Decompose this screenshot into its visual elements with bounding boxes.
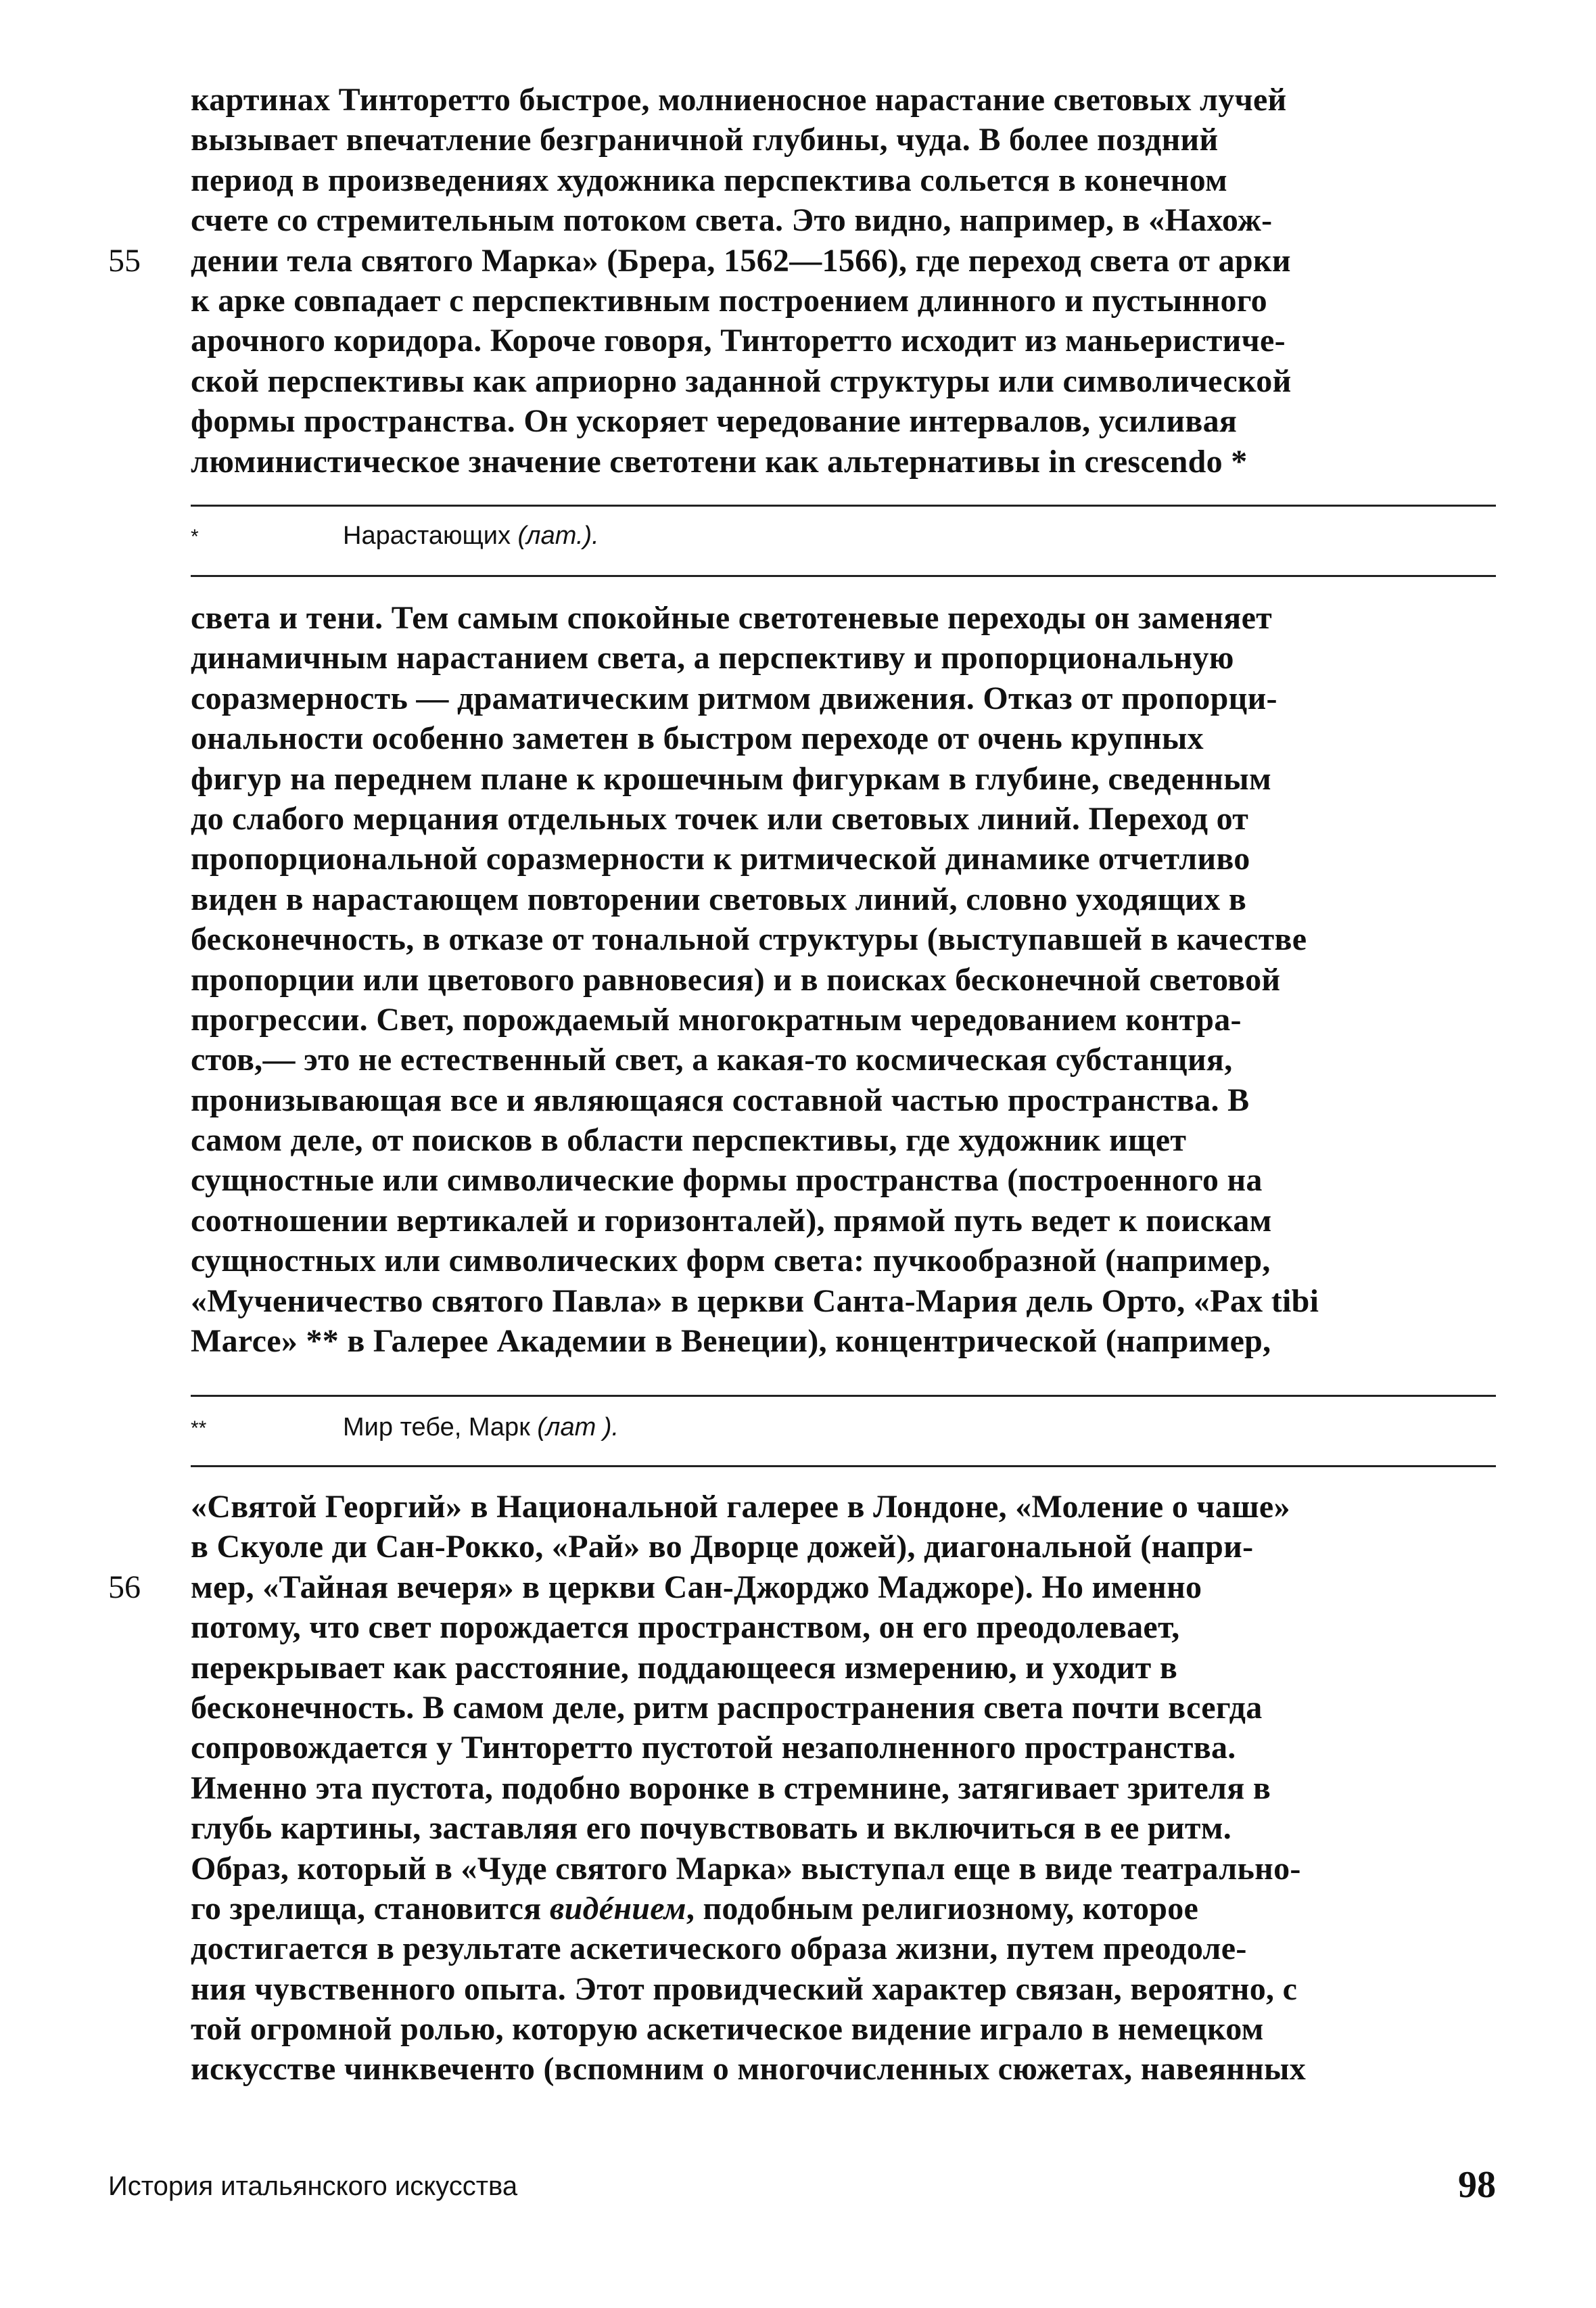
text-block-1 [191,80,1496,482]
text-line: потому, что свет порождается пространством, он его преодолевает, [191,1609,1180,1646]
text-line: до слабого мерцания отдельных точек или световых линий. Переход от [191,800,1249,837]
text-span: , подобным религиозному, которое [686,1890,1199,1926]
footnote-rule [191,575,1496,577]
footnote-mark: * [191,526,199,548]
text-line: соотношении вертикалей и горизонталей), прямой путь ведет к поискам [191,1202,1272,1239]
text-line: самом деле, от поисков в области перспективы, где художник ищет [191,1122,1187,1159]
footnote-word: Мир тебе, Марк [343,1413,530,1441]
text-line: динамичным нарастанием света, а перспективу и пропорциональную [191,640,1234,676]
footnote-rule [191,1395,1496,1397]
text-line: бесконечность. В самом деле, ритм распространения света почти всегда [191,1689,1263,1726]
text-line: ния чувственного опыта. Этот провидческий характер связан, вероятно, с [191,1970,1298,2007]
text-line: пропорции или цветового равновесия) и в поисках бесконечной световой [191,961,1281,998]
text-line: перекрывает как расстояние, поддающееся измерению, и уходит в [191,1649,1178,1686]
text-line: виден в нарастающем повторении световых линий, словно уходящих в [191,881,1247,917]
text-line: пропорциональной соразмерности к ритмической динамике отчетливо [191,841,1250,877]
footnote-language-note: (лат ). [537,1413,619,1441]
text-line: вызывает впечатление безграничной глубины, чуда. В более поздний [191,122,1219,158]
text-line: Образ, который в «Чуде святого Марка» выступал еще в виде театрально- [191,1850,1301,1887]
margin-line-number: 55 [108,242,141,279]
text-line: счете со стремительным потоком света. Это видно, например, в «Нахож- [191,202,1273,239]
text-line: арочного коридора. Короче говоря, Тинторетто исходит из маньеристиче- [191,323,1286,359]
text-line: период в произведениях художника перспектива сольется в конечном [191,162,1228,198]
text-block-3 [191,1487,1496,2090]
page-number: 98 [1458,2164,1496,2206]
text-line: мер, «Тайная вечеря» в церкви Сан-Джорджо Маджоре). Но именно [191,1569,1202,1605]
text-line: стов,— это не естественный свет, а какая-то космическая субстанция, [191,1042,1233,1078]
text-line: «Мученичество святого Павла» в церкви Санта-Мария дель Орто, «Pax tibi [191,1283,1319,1319]
text-line: Marce» ** в Галерее Академии в Венеции), концентрической (например, [191,1323,1271,1360]
footnote-word: Нарастающих [343,522,511,550]
text-line: Именно эта пустота, подобно воронке в стремнине, затягивает зрителя в [191,1770,1271,1806]
text-line: дении тела святого Марка» (Брера, 1562—1566), где переход света от арки [191,242,1291,279]
text-line: глубь картины, заставляя его почувствовать и включиться в ее ритм. [191,1810,1232,1847]
text-line: к арке совпадает с перспективным построением длинного и пустынного [191,282,1267,319]
text-line: достигается в результате аскетического образа жизни, путем преодоле- [191,1931,1247,1967]
footnote-text [343,521,599,551]
text-span: го зрелища, становится [191,1890,542,1926]
text-line: искусстве чинквеченто (вспомним о многочисленных сюжетах, навеянных [191,2051,1307,2087]
text-line: люминистическое значение светотени как альтернативы in crescendo * [191,443,1248,480]
text-line: «Святой Георгий» в Национальной галерее в Лондоне, «Моление о чаше» [191,1489,1290,1525]
text-line: фигур на переднем плане к крошечным фигуркам в глубине, сведенным [191,760,1272,797]
text-block-2 [191,598,1496,1361]
text-line: света и тени. Тем самым спокойные светотеневые переходы он заменяет [191,600,1273,636]
footnote-rule [191,505,1496,507]
text-line: бесконечность, в отказе от тональной структуры (выступавшей в качестве [191,921,1307,958]
text-line: прогрессии. Свет, порождаемый многократным чередованием контра- [191,1001,1242,1038]
text-line: соразмерность — драматическим ритмом движения. Отказ от пропорци- [191,680,1277,716]
text-line [191,1889,1496,1929]
text-line: ской перспективы как априорно заданной структуры или символической [191,363,1292,399]
book-title: История итальянского искусства [108,2171,518,2201]
margin-line-number: 56 [108,1569,141,1605]
text-line: пронизывающая все и являющаяся составной частью пространства. В [191,1082,1250,1118]
text-line: сущностных или символических форм света: пучкообразной (например, [191,1243,1271,1279]
emphasized-word: видéнием [549,1890,686,1926]
text-line: в Скуоле ди Сан-Рокко, «Рай» во Дворце дожей), диагональной (напри- [191,1529,1254,1565]
footnote-text [343,1412,619,1442]
text-line: сопровождается у Тинторетто пустотой незаполненного пространства. [191,1730,1236,1766]
text-line: ональности особенно заметен в быстром переходе от очень крупных [191,720,1204,757]
text-line: той огромной ролью, которую аскетическое видение играло в немецком [191,2011,1264,2048]
footnote-language-note: (лат.). [517,522,599,550]
text-line: сущностные или символические формы пространства (построенного на [191,1162,1263,1199]
text-line: формы пространства. Он ускоряет чередование интервалов, усиливая [191,403,1238,440]
footnote-rule [191,1465,1496,1467]
footnote-mark: ** [191,1417,207,1439]
text-line: картинах Тинторетто быстрое, молниеносное нарастание световых лучей [191,82,1287,118]
